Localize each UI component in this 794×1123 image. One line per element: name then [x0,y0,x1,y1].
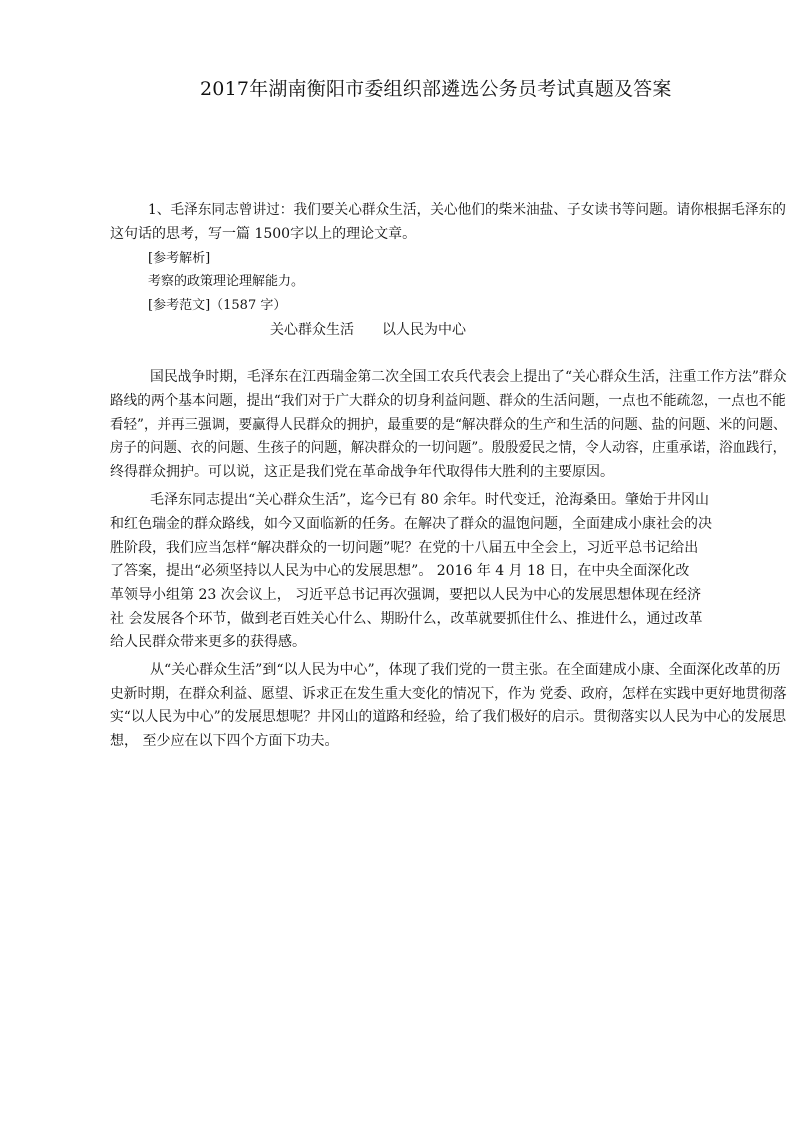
paragraph-2-line: 胜阶段，我们应当怎样“解决群众的一切问题”呢？在党的十八届五中全会上，习近平总书记给出 [110,540,699,556]
paragraph-1-line: 房子的问题、衣的问题、生孩子的问题，解决群众的一切问题”。殷殷爱民之情，令人动容，庄重承诺，浴血践行， [110,440,787,456]
question-line-2: 这句话的思考，写一篇 1500字以上的理论文章。 [110,226,417,242]
essay-title: 关心群众生活 以人民为中心 [270,322,466,338]
paragraph-3-line: 想， 至少应在以下四个方面下功夫。 [110,733,339,749]
document-title: 2017年湖南衡阳市委组织部遴选公务员考试真题及答案 [200,78,672,100]
paragraph-3-line: 史新时期，在群众利益、愿望、诉求正在发生重大变化的情况下，作为 党委、政府，怎样在实践中更好地贯彻落 [110,686,787,702]
paragraph-2-line: 社 会发展各个环节，做到老百姓关心什么、期盼什么，改革就要抓住什么、推进什么，通过改革 [110,611,703,627]
paragraph-2-line: 给人民群众带来更多的获得感。 [110,634,306,650]
analysis-label: [参考解析] [148,251,211,266]
paragraph-1-line: 国民战争时期，毛泽东在江西瑞金第二次全国工农兵代表会上提出了“关心群众生活，注重工作方法”群众 [150,369,787,385]
paragraph-2-line: 毛泽东同志提出“关心群众生活”，迄今已有 80 余年。时代变迁，沧海桑田。肇始于井冈山 [150,492,710,508]
essay-label: [参考范文]（1587 字） [148,298,287,313]
paragraph-2-line: 了答案，提出“必须坚持以人民为中心的发展思想”。 2016 年 4 月 18 日，在中央全面深化改 [110,563,690,579]
paragraph-1-line: 看轻”，并再三强调，要赢得人民群众的拥护，最重要的是“解决群众的生产和生活的问题、盐的问题、米的问题、 [110,417,787,433]
paragraph-2-line: 革领导小组第 23 次会议上， 习近平总书记再次强调，要把以人民为中心的发展思想体现在经济 [110,587,702,603]
analysis-text: 考察的政策理论理解能力。 [148,274,305,289]
paragraph-1-line: 路线的两个基本问题，提出“我们对于广大群众的切身利益问题、群众的生活问题，一点也不能疏忽，一点也不能 [110,393,786,409]
paragraph-1-line: 终得群众拥护。可以说，这正是我们党在革命战争年代取得伟大胜利的主要原因。 [110,464,614,480]
question-line-1: 1、毛泽东同志曾讲过：我们要关心群众生活，关心他们的柴米油盐、子女读书等问题。请你根据毛泽东的 [148,202,786,218]
paragraph-3-line: 从“关心群众生活”到“以人民为中心”，体现了我们党的一贯主张。在全面建成小康、全面深化改革的历 [150,662,781,678]
paragraph-2-line: 和红色瑞金的群众路线，如今又面临新的任务。在解决了群众的温饱问题，全面建成小康社会的决 [110,516,712,532]
paragraph-3-line: 实“以人民为中心”的发展思想呢？井冈山的道路和经验，给了我们极好的启示。贯彻落实以人民为中心的发展思 [110,709,787,725]
